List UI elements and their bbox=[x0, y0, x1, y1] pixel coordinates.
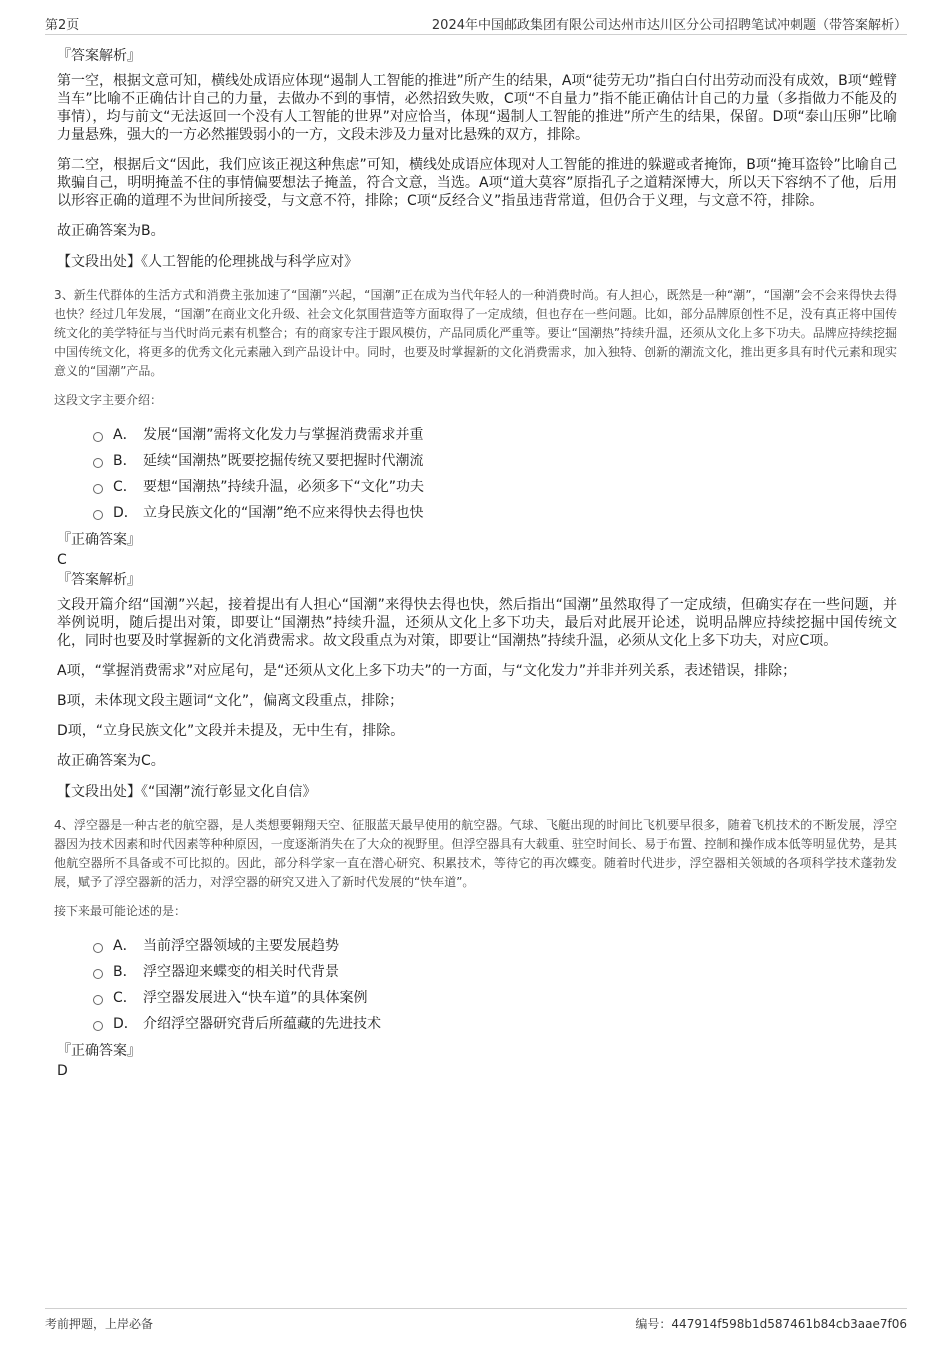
question-prompt: 这段文字主要介绍： bbox=[54, 393, 163, 407]
option-text: 立身民族文化的“国潮”绝不应来得快去得也快 bbox=[143, 505, 424, 521]
footer-note: 考前押题，上岸必备 bbox=[45, 1317, 154, 1331]
correct-answer-label: 『正确答案』 bbox=[57, 1043, 141, 1059]
question-prompt: 接下来最可能论述的是： bbox=[54, 904, 187, 918]
option-a[interactable] bbox=[93, 933, 897, 959]
question-text: 4、浮空器是一种古老的航空器，是人类想要翱翔天空、征服蓝天最早使用的航空器。气球、飞艇出现的时间比飞机要早很多，随着飞机技术的不断发展，浮空器因为技术因素和时代因素等种种原因，一度逐渐消失在了大众的视野里。但浮空器具有大载重、驻空时间长、易于布置、控制和操作成本低等明显优势，是其他航空器所不具备或不可比拟的。因此，部分科学家一直在潜心研究、积累技术，等待它的再次蝶变。随着时代进步，浮空器相关领域的各项科学技术蓬勃发展，赋予了浮空器新的活力，对浮空器的研究又进入了新时代发展的“快车道”。 bbox=[54, 818, 897, 889]
option-text: 延续“国潮热”既要挖掘传统又要把握时代潮流 bbox=[143, 453, 424, 469]
document-code: 编号：447914f598b1d587461b84cb3aae7f06 bbox=[635, 1317, 907, 1331]
analysis-paragraph: A项，“掌握消费需求”对应尾句，是“还须从文化上多下功夫”的一方面，与“文化发力”并非并列关系，表述错误，排除； bbox=[57, 663, 797, 679]
correct-answer: C bbox=[57, 552, 67, 568]
source-citation: 【文段出处】《人工智能的伦理挑战与科学应对》 bbox=[57, 254, 358, 270]
main-content bbox=[54, 46, 897, 1081]
page-footer bbox=[45, 1308, 907, 1331]
option-d[interactable] bbox=[93, 1011, 897, 1037]
option-letter: B． bbox=[113, 453, 137, 469]
option-b[interactable] bbox=[93, 959, 897, 985]
source-citation: 【文段出处】《“国潮”流行彰显文化自信》 bbox=[57, 784, 317, 800]
correct-answer: D bbox=[57, 1063, 68, 1079]
option-text: 浮空器发展进入“快车道”的具体案例 bbox=[143, 990, 368, 1006]
radio-icon[interactable] bbox=[93, 969, 103, 979]
option-text: 发展“国潮”需将文化发力与掌握消费需求并重 bbox=[143, 427, 424, 443]
option-list bbox=[93, 422, 897, 526]
analysis-paragraph: 第一空，根据文意可知，横线处成语应体现“遏制人工智能的推进”所产生的结果，A项“徒劳无功”指白白付出劳动而没有成效，B项“螳臂当车”比喻不正确估计自己的力量，去做办不到的事情，必然招致失败，C项“不自量力”指不能正确估计自己的力量（多指做力不能及的事情），均与前文“无法返回一个没有人工智能的世界”对应恰当，体现“遏制人工智能的推进”所产生的结果，保留。D项“泰山压卵”比喻力量悬殊，强大的一方必然摧毁弱小的一方，文段未涉及力量对比悬殊的双方，排除。 bbox=[57, 73, 897, 143]
radio-icon[interactable] bbox=[93, 510, 103, 520]
option-c[interactable] bbox=[93, 985, 897, 1011]
option-letter: A． bbox=[113, 938, 137, 954]
answer-conclusion: 故正确答案为C。 bbox=[57, 753, 165, 769]
option-c[interactable] bbox=[93, 474, 897, 500]
option-letter: C． bbox=[113, 479, 137, 495]
analysis-paragraph: B项，未体现文段主题词“文化”，偏离文段重点，排除； bbox=[57, 693, 404, 709]
page-number: 第2页 bbox=[45, 18, 80, 33]
option-b[interactable] bbox=[93, 448, 897, 474]
answer-conclusion: 故正确答案为B。 bbox=[57, 223, 165, 239]
option-list bbox=[93, 933, 897, 1037]
radio-icon[interactable] bbox=[93, 432, 103, 442]
correct-answer-label: 『正确答案』 bbox=[57, 532, 141, 548]
option-text: 浮空器迎来蝶变的相关时代背景 bbox=[143, 964, 339, 980]
option-text: 介绍浮空器研究背后所蕴藏的先进技术 bbox=[143, 1016, 381, 1032]
page-header bbox=[45, 14, 907, 35]
option-text: 当前浮空器领域的主要发展趋势 bbox=[143, 938, 339, 954]
document-title: 2024年中国邮政集团有限公司达州市达川区分公司招聘笔试冲刺题（带答案解析） bbox=[431, 18, 907, 33]
radio-icon[interactable] bbox=[93, 995, 103, 1005]
question-text: 3、新生代群体的生活方式和消费主张加速了“国潮”兴起，“国潮”正在成为当代年轻人的一种消费时尚。有人担心，既然是一种“潮”，“国潮”会不会来得快去得也快？经过几年发展，“国潮”在商业文化升级、社会文化氛围营造等方面取得了一定成绩，但也存在一些问题。比如，部分品牌原创性不足，没有真正将中国传统文化的美学特征与当代时尚元素有机整合；有的商家专注于跟风模仿，产品同质化严重等。要让“国潮热”持续升温，还须从文化上多下功夫。品牌应持续挖掘中国传统文化，将更多的优秀文化元素融入到产品设计中。同时，也要及时掌握新的文化消费需求，加入独特、创新的潮流文化，推出更多具有时代元素和现实意义的“国潮”产品。 bbox=[54, 288, 897, 378]
analysis-paragraph: D项，“立身民族文化”文段并未提及，无中生有，排除。 bbox=[57, 723, 405, 739]
option-letter: D． bbox=[113, 505, 138, 521]
analysis-paragraph: 文段开篇介绍“国潮”兴起，接着提出有人担心“国潮”来得快去得也快，然后指出“国潮”虽然取得了一定成绩，但确实存在一些问题，并举例说明，随后提出对策，即要让“国潮热”持续升温，还须从文化上多下功夫，最后对此展开论述，说明品牌应持续挖掘中国传统文化，同时也要及时掌握新的文化消费需求。故文段重点为对策，即要让“国潮热”持续升温，必须从文化上多下功夫，对应C项。 bbox=[57, 597, 897, 649]
radio-icon[interactable] bbox=[93, 1021, 103, 1031]
option-a[interactable] bbox=[93, 422, 897, 448]
option-d[interactable] bbox=[93, 500, 897, 526]
radio-icon[interactable] bbox=[93, 943, 103, 953]
option-letter: C． bbox=[113, 990, 137, 1006]
radio-icon[interactable] bbox=[93, 484, 103, 494]
option-letter: B． bbox=[113, 964, 137, 980]
analysis-label: 『答案解析』 bbox=[57, 48, 141, 64]
analysis-label: 『答案解析』 bbox=[57, 572, 141, 588]
option-letter: A． bbox=[113, 427, 137, 443]
option-letter: D． bbox=[113, 1016, 138, 1032]
radio-icon[interactable] bbox=[93, 458, 103, 468]
analysis-paragraph: 第二空，根据后文“因此，我们应该正视这种焦虑”可知，横线处成语应体现对人工智能的推进的躲避或者掩饰，B项“掩耳盗铃”比喻自己欺骗自己，明明掩盖不住的事情偏要想法子掩盖，符合文意，当选。A项“道大莫容”原指孔子之道精深博大，所以天下容纳不了他，后用以形容正确的道理不为世间所接受，与文意不符，排除；C项“反经合义”指虽违背常道，但仍合于义理，与文意不符，排除。 bbox=[57, 157, 897, 209]
option-text: 要想“国潮热”持续升温，必须多下“文化”功夫 bbox=[143, 479, 425, 495]
